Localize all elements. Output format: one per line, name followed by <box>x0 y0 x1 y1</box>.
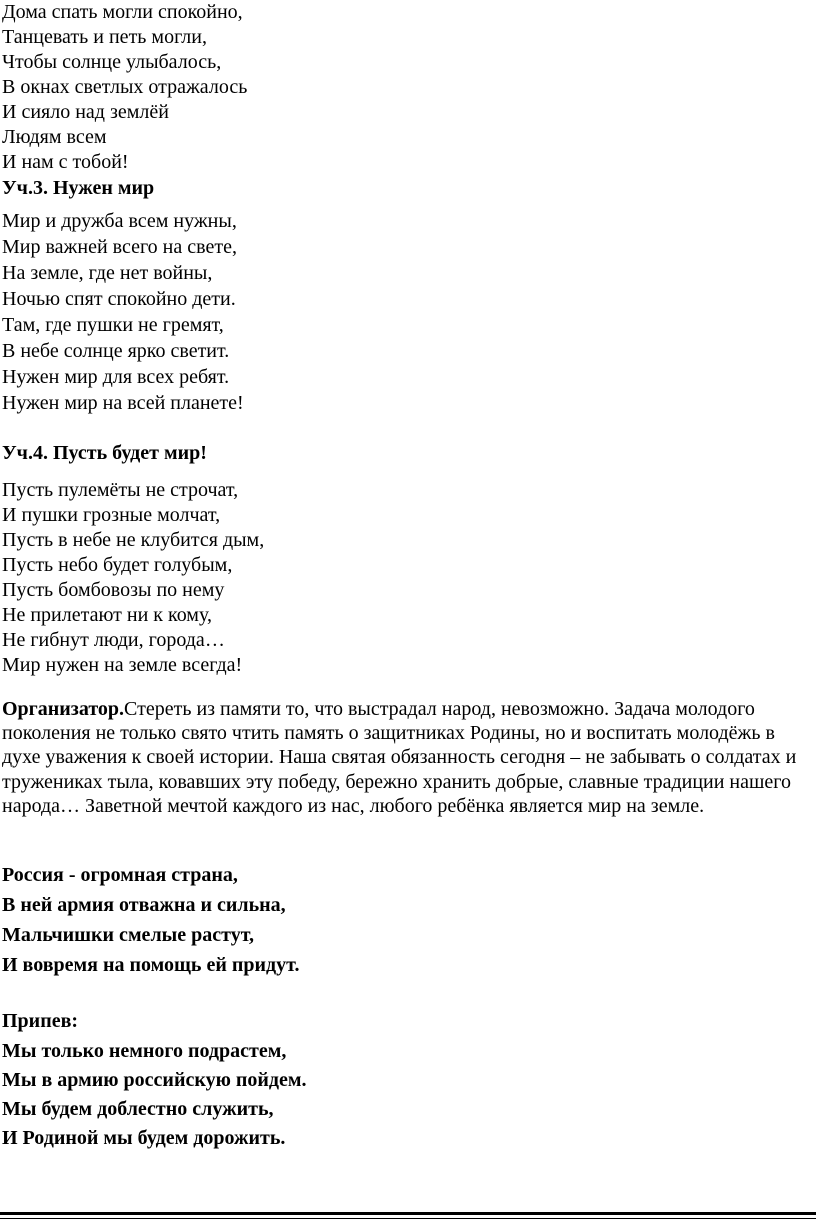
poem3-line-1: Мир и дружба всем нужны, <box>2 210 237 232</box>
poem3-line-4: Ночью спят спокойно дети. <box>2 288 236 310</box>
organizer-paragraph <box>2 697 802 818</box>
poem3-line-3: На земле, где нет войны, <box>2 262 213 284</box>
verse-line-3: Мальчишки смелые растут, <box>2 924 255 946</box>
poem4-line-4: Пусть небо будет голубым, <box>2 554 233 576</box>
poem3-line-2: Мир важней всего на свете, <box>2 236 237 258</box>
verse-line-1: Россия - огромная страна, <box>2 864 238 886</box>
chorus-line-1: Мы только немного подрастем, <box>2 1040 287 1062</box>
chorus-line-4: И Родиной мы будем дорожить. <box>2 1127 286 1149</box>
chorus-label: Припев: <box>2 1010 79 1032</box>
heading-part-4: Уч.4. Пусть будет мир! <box>2 442 207 464</box>
poem1-line-2: Танцевать и петь могли, <box>2 26 207 48</box>
poem4-line-5: Пусть бомбовозы по нему <box>2 579 225 601</box>
verse-line-2: В ней армия отважна и сильна, <box>2 894 286 916</box>
poem4-line-3: Пусть в небе не клубится дым, <box>2 529 265 551</box>
poem1-line-7: И нам с тобой! <box>2 151 129 173</box>
poem4-line-8: Мир нужен на земле всегда! <box>2 654 243 676</box>
chorus-line-3: Мы будем доблестно служить, <box>2 1098 274 1120</box>
poem4-line-6: Не прилетают ни к кому, <box>2 604 212 626</box>
organizer-text: Стереть из памяти то, что выстрадал народ, невозможно. Задача молодого поколения не только свято чтить память о защитниках Родины, но и воспитать молодёжь в духе уважения к своей истории. Наша святая обязанность сегодня – не забывать о солдатах и тружениках тыла, ковавших эту победу, бережно хранить добрые, славные традиции нашего народа… Заветной мечтой каждого из нас, любого ребёнка является мир на земле. <box>2 698 797 817</box>
poem4-line-1: Пусть пулемёты не строчат, <box>2 479 239 501</box>
heading-part-3: Уч.3. Нужен мир <box>2 177 155 199</box>
footer-rule-thick <box>0 1212 816 1215</box>
organizer-label: Организатор. <box>2 698 125 720</box>
poem3-line-7: Нужен мир для всех ребят. <box>2 366 230 388</box>
chorus-line-2: Мы в армию российскую пойдем. <box>2 1069 307 1091</box>
poem1-line-6: Людям всем <box>2 126 107 148</box>
poem1-line-1: Дома спать могли спокойно, <box>2 1 243 23</box>
verse-line-4: И вовремя на помощь ей придут. <box>2 954 300 976</box>
poem3-line-8: Нужен мир на всей планете! <box>2 392 244 414</box>
poem1-line-4: В окнах светлых отражалось <box>2 76 248 98</box>
poem4-line-7: Не гибнут люди, города… <box>2 629 225 651</box>
poem1-line-3: Чтобы солнце улыбалось, <box>2 51 222 73</box>
poem3-line-5: Там, где пушки не гремят, <box>2 314 224 336</box>
poem1-line-5: И сияло над землёй <box>2 101 169 123</box>
footer-rule-thin <box>0 1218 816 1219</box>
poem4-line-2: И пушки грозные молчат, <box>2 504 221 526</box>
poem3-line-6: В небе солнце ярко светит. <box>2 340 230 362</box>
